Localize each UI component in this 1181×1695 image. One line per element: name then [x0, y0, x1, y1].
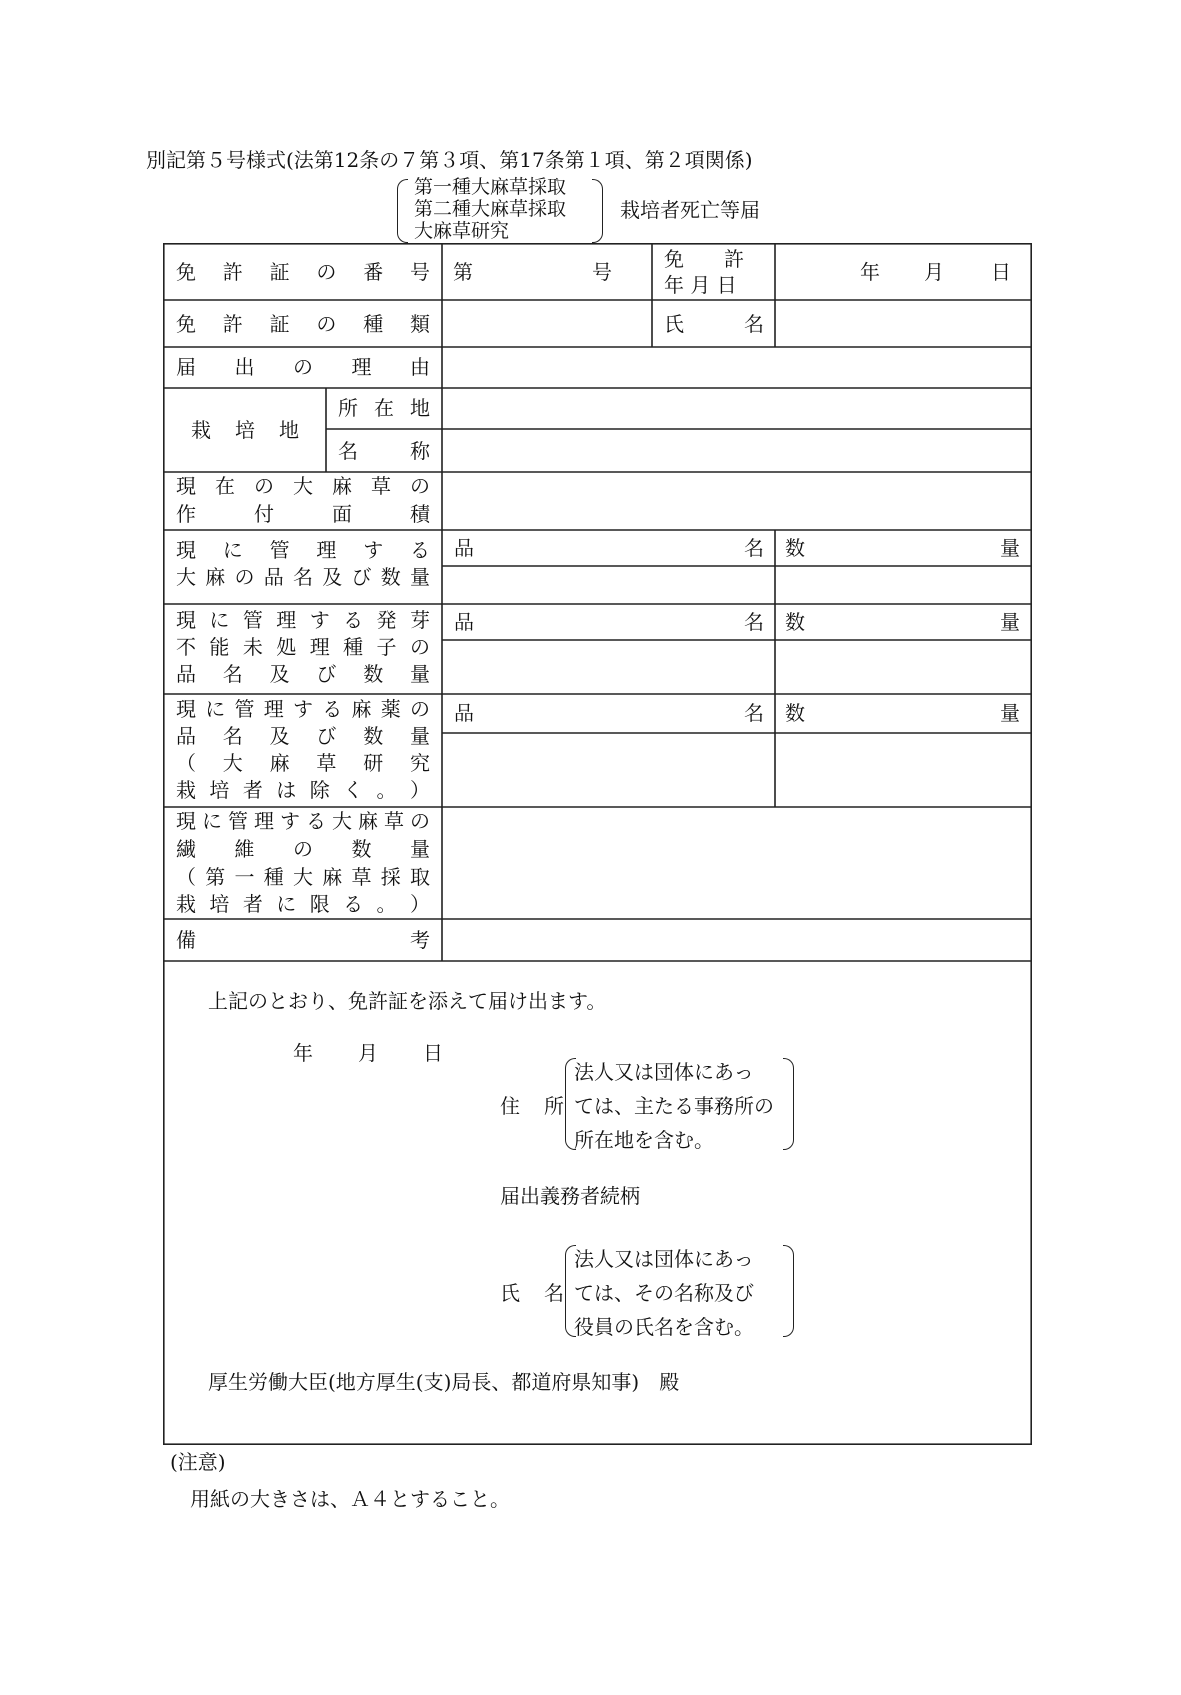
type-option-1: 第一種大麻草採取 — [414, 176, 567, 198]
narcotic-quantity-header: 数 量 — [785, 701, 1020, 725]
area-label-2: 作 付 面 積 — [176, 502, 430, 526]
type-option-2: 第二種大麻草採取 — [414, 198, 567, 220]
license-date-year: 年 — [860, 260, 880, 284]
site-label: 栽 培 地 — [191, 418, 299, 442]
fiber-label-1: 現 に 管 理 す る 大 麻 草 の — [176, 809, 430, 833]
declaration-date-year: 年 — [293, 1041, 313, 1065]
form-table — [163, 243, 1032, 1445]
seed-quantity-header: 数 量 — [785, 610, 1020, 634]
cannabis-quantity-header: 数 量 — [785, 536, 1020, 560]
notes-heading: (注意) — [170, 1450, 226, 1474]
address-label: 住 所 — [500, 1094, 564, 1118]
cannabis-item-name-header: 品 名 — [454, 536, 764, 560]
license-date-month: 月 — [924, 260, 944, 284]
narcotic-item-name-header: 品 名 — [454, 701, 764, 725]
site-name-label: 名 称 — [338, 439, 430, 463]
license-type-label: 免 許 証 の 種 類 — [176, 312, 430, 336]
name-note-line-3: 役員の氏名を含む。 — [574, 1315, 754, 1339]
holder-name-label: 氏 名 — [664, 312, 764, 336]
license-number-suffix: 号 — [592, 260, 612, 284]
address-note-bracket-right — [783, 1058, 794, 1150]
fiber-label-3: （ 第 一 種 大 麻 草 採 取 — [176, 865, 430, 889]
address-note-line-2: ては、主たる事務所の — [574, 1094, 774, 1118]
remarks-label: 備 考 — [176, 928, 430, 952]
type-bracket-left — [397, 179, 408, 243]
license-number-label: 免 許 証 の 番 号 — [176, 260, 430, 284]
type-option-3: 大麻草研究 — [414, 220, 510, 242]
name-note-line-2: ては、その名称及び — [574, 1281, 754, 1305]
type-bracket-right — [592, 179, 603, 243]
fiber-label-2: 繊 維 の 数 量 — [176, 837, 430, 861]
narcotic-label-1: 現 に 管 理 す る 麻 薬 の — [176, 697, 430, 721]
form-id: 別記第５号様式(法第12条の７第３項、第17条第１項、第２項関係) — [146, 148, 753, 172]
address-note-line-3: 所在地を含む。 — [574, 1128, 714, 1152]
relation-label: 届出義務者続柄 — [500, 1184, 640, 1208]
seed-label-3: 品 名 及 び 数 量 — [176, 662, 430, 686]
seed-label-2: 不 能 未 処 理 種 子 の — [176, 635, 430, 659]
seed-item-name-header: 品 名 — [454, 610, 764, 634]
site-address-label: 所 在 地 — [338, 396, 430, 420]
fiber-label-4: 栽 培 者 に 限 る 。 ） — [176, 892, 430, 916]
narcotic-label-2: 品 名 及 び 数 量 — [176, 724, 430, 748]
narcotic-label-4: 栽 培 者 は 除 く 。 ） — [176, 778, 430, 802]
declarant-name-label: 氏 名 — [500, 1281, 564, 1305]
area-label-1: 現 在 の 大 麻 草 の — [176, 474, 430, 498]
declaration-date-day: 日 — [423, 1041, 443, 1065]
license-date-day: 日 — [991, 260, 1011, 284]
narcotic-label-3: （ 大 麻 草 研 究 — [176, 751, 430, 775]
form-title: 栽培者死亡等届 — [620, 198, 760, 222]
license-number-prefix: 第 — [453, 260, 473, 284]
license-date-label-1: 免 許 — [664, 247, 744, 271]
name-note-line-1: 法人又は団体にあっ — [574, 1247, 754, 1271]
address-note-line-1: 法人又は団体にあっ — [574, 1060, 754, 1084]
cannabis-label-1: 現 に 管 理 す る — [176, 538, 430, 562]
cannabis-label-2: 大 麻 の 品 名 及 び 数 量 — [176, 565, 430, 589]
license-date-label-2: 年 月 日 — [664, 273, 737, 297]
name-note-bracket-right — [783, 1245, 794, 1337]
addressee: 厚生労働大臣(地方厚生(支)局長、都道府県知事) 殿 — [208, 1370, 680, 1394]
declaration-date-month: 月 — [358, 1041, 378, 1065]
reason-label: 届 出 の 理 由 — [176, 355, 430, 379]
notes-text: 用紙の大きさは、Ａ４とすること。 — [190, 1487, 510, 1511]
declaration-statement: 上記のとおり、免許証を添えて届け出ます。 — [208, 989, 607, 1013]
seed-label-1: 現 に 管 理 す る 発 芽 — [176, 608, 430, 632]
